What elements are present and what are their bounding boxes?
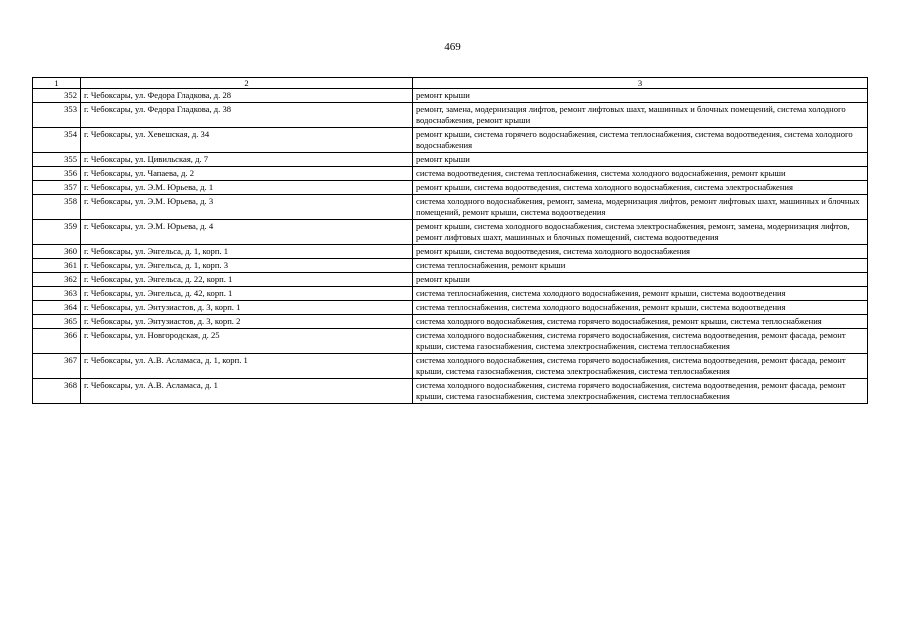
row-number-cell: 365: [33, 315, 81, 329]
row-number-cell: 357: [33, 181, 81, 195]
address-cell: г. Чебоксары, ул. Цивильская, д. 7: [81, 153, 413, 167]
works-cell: ремонт крыши: [413, 153, 868, 167]
row-number-cell: 368: [33, 379, 81, 404]
table-row: [33, 287, 868, 301]
address-cell: г. Чебоксары, ул. Хевешская, д. 34: [81, 128, 413, 153]
table-row: [33, 195, 868, 220]
row-number-cell: 361: [33, 259, 81, 273]
row-number-cell: 355: [33, 153, 81, 167]
table-row: [33, 259, 868, 273]
row-number-cell: 367: [33, 354, 81, 379]
works-cell: ремонт крыши, система водоотведения, система холодного водоснабжения, система электроснабжения: [413, 181, 868, 195]
page-number: 469: [444, 41, 461, 53]
works-cell: система холодного водоснабжения, система горячего водоснабжения, ремонт крыши, система теплоснабжения: [413, 315, 868, 329]
row-number-cell: 358: [33, 195, 81, 220]
works-cell: система холодного водоснабжения, ремонт, замена, модернизация лифтов, ремонт лифтовых шахт, машинных и блочных помещений, ремонт крыши, система водоотведения: [413, 195, 868, 220]
table-row: [33, 329, 868, 354]
works-cell: ремонт, замена, модернизация лифтов, ремонт лифтовых шахт, машинных и блочных помещений, система холодного водоснабжения, ремонт крыши: [413, 103, 868, 128]
works-cell: система холодного водоснабжения, система горячего водоснабжения, система водоотведения, ремонт фасада, ремонт крыши, система газоснабжения, система электроснабжения, система теплоснабжения: [413, 354, 868, 379]
table-row: [33, 181, 868, 195]
works-cell: ремонт крыши, система водоотведения, система холодного водоснабжения: [413, 245, 868, 259]
works-cell: ремонт крыши, система горячего водоснабжения, система теплоснабжения, система водоотведения, система холодного водоснабжения: [413, 128, 868, 153]
address-cell: г. Чебоксары, ул. Новгородская, д. 25: [81, 329, 413, 354]
works-cell: система теплоснабжения, система холодного водоснабжения, ремонт крыши, система водоотведения: [413, 287, 868, 301]
row-number-cell: 363: [33, 287, 81, 301]
address-cell: г. Чебоксары, ул. Энтузиастов, д. 3, корп. 1: [81, 301, 413, 315]
table-body: [33, 89, 868, 404]
table-row: [33, 167, 868, 181]
header-row: [33, 78, 868, 89]
register-table: [32, 77, 868, 404]
row-number-cell: 359: [33, 220, 81, 245]
works-cell: ремонт крыши: [413, 273, 868, 287]
address-cell: г. Чебоксары, ул. Э.М. Юрьева, д. 3: [81, 195, 413, 220]
address-cell: г. Чебоксары, ул. Чапаева, д. 2: [81, 167, 413, 181]
row-number-cell: 354: [33, 128, 81, 153]
row-number-cell: 353: [33, 103, 81, 128]
address-cell: г. Чебоксары, ул. Федора Гладкова, д. 38: [81, 103, 413, 128]
table-row: [33, 103, 868, 128]
address-cell: г. Чебоксары, ул. Энгельса, д. 22, корп. 1: [81, 273, 413, 287]
address-cell: г. Чебоксары, ул. А.В. Асламаса, д. 1: [81, 379, 413, 404]
address-cell: г. Чебоксары, ул. Энтузиастов, д. 3, корп. 2: [81, 315, 413, 329]
row-number-cell: 360: [33, 245, 81, 259]
table-row: [33, 128, 868, 153]
address-cell: г. Чебоксары, ул. Э.М. Юрьева, д. 4: [81, 220, 413, 245]
address-cell: г. Чебоксары, ул. Энгельса, д. 1, корп. 3: [81, 259, 413, 273]
table-row: [33, 379, 868, 404]
row-number-cell: 356: [33, 167, 81, 181]
address-cell: г. Чебоксары, ул. Э.М. Юрьева, д. 1: [81, 181, 413, 195]
row-number-cell: 362: [33, 273, 81, 287]
address-cell: г. Чебоксары, ул. Федора Гладкова, д. 28: [81, 89, 413, 103]
column-header-works: 3: [413, 78, 868, 89]
works-cell: ремонт крыши: [413, 89, 868, 103]
row-number-cell: 352: [33, 89, 81, 103]
address-cell: г. Чебоксары, ул. А.В. Асламаса, д. 1, корп. 1: [81, 354, 413, 379]
table-row: [33, 153, 868, 167]
address-cell: г. Чебоксары, ул. Энгельса, д. 42, корп. 1: [81, 287, 413, 301]
table-row: [33, 273, 868, 287]
works-cell: система теплоснабжения, система холодного водоснабжения, ремонт крыши, система водоотведения: [413, 301, 868, 315]
row-number-cell: 364: [33, 301, 81, 315]
works-cell: система теплоснабжения, ремонт крыши: [413, 259, 868, 273]
column-header-address: 2: [81, 78, 413, 89]
column-header-number: 1: [33, 78, 81, 89]
table-row: [33, 301, 868, 315]
table-row: [33, 220, 868, 245]
row-number-cell: 366: [33, 329, 81, 354]
table-row: [33, 89, 868, 103]
works-cell: ремонт крыши, система холодного водоснабжения, система электроснабжения, ремонт, замена, модернизация лифтов, ремонт лифтовых шахт, машинных и блочных помещений, система водоотведения: [413, 220, 868, 245]
works-cell: система холодного водоснабжения, система горячего водоснабжения, система водоотведения, ремонт фасада, ремонт крыши, система газоснабжения, система электроснабжения, система теплоснабжения: [413, 379, 868, 404]
address-cell: г. Чебоксары, ул. Энгельса, д. 1, корп. 1: [81, 245, 413, 259]
works-cell: система холодного водоснабжения, система горячего водоснабжения, система водоотведения, ремонт фасада, ремонт крыши, система газоснабжения, система электроснабжения, система теплоснабжения: [413, 329, 868, 354]
table-row: [33, 354, 868, 379]
table-row: [33, 245, 868, 259]
works-cell: система водоотведения, система теплоснабжения, система холодного водоснабжения, ремонт крыши: [413, 167, 868, 181]
table-row: [33, 315, 868, 329]
